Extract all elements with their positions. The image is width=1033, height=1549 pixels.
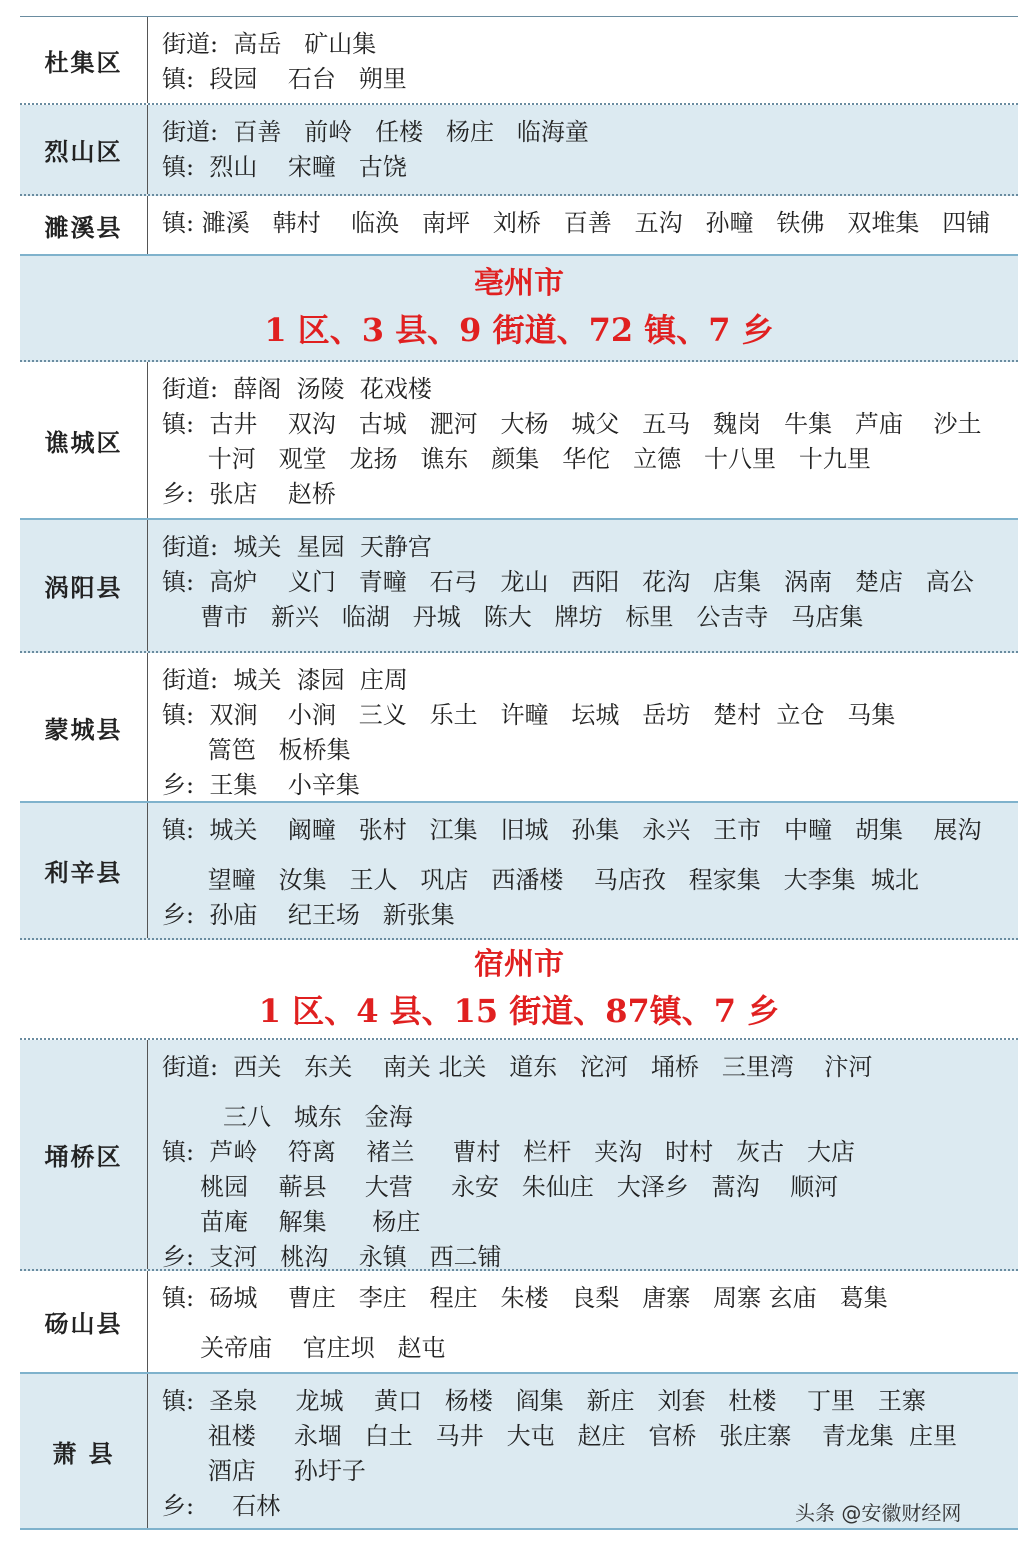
subdivision-line: 镇: 高炉 义门 青疃 石弓 龙山 西阳 花沟 店集 涡南 楚店 高公 xyxy=(162,568,974,596)
district-row xyxy=(20,803,1018,940)
subdivision-line: 乡: 王集 小辛集 xyxy=(162,771,360,799)
division-table xyxy=(20,16,1018,1530)
subdivision-line: 镇: 芦岭 符离 褚兰 曹村 栏杆 夹沟 时村 灰古 大店 xyxy=(162,1138,855,1166)
subdivision-line: 镇: 烈山 宋疃 古饶 xyxy=(162,153,407,181)
city-name: 亳州市 xyxy=(474,266,564,301)
district-name: 萧 县 xyxy=(20,1374,148,1528)
subdivision-line: 镇: 圣泉 龙城 黄口 杨楼 阎集 新庄 刘套 杜楼 丁里 王寨 xyxy=(162,1387,926,1415)
subdivision-line: 十河 观堂 龙扬 谯东 颜集 华佗 立德 十八里 十九里 xyxy=(162,445,871,473)
subdivision-line: 镇: 城关 阚疃 张村 江集 旧城 孙集 永兴 王市 中疃 胡集 展沟 xyxy=(162,816,982,844)
subdivision-line: 街道: 高岳 矿山集 xyxy=(162,30,377,58)
subdivision-line: 曹市 新兴 临湖 丹城 陈大 牌坊 标里 公吉寺 马店集 xyxy=(162,603,864,631)
subdivision-line: 酒店 孙圩子 xyxy=(162,1457,366,1485)
subdivision-line: 乡: 支河 桃沟 永镇 西二铺 xyxy=(162,1243,502,1271)
subdivision-line: 街道: 薛阁 汤陵 花戏楼 xyxy=(162,375,432,403)
watermark: 头条 @安徽财经网 xyxy=(795,1501,962,1525)
subdivision-line xyxy=(162,848,1018,863)
subdivision-line: 街道: 百善 前岭 任楼 杨庄 临海童 xyxy=(162,118,589,146)
district-subdivisions xyxy=(148,1040,1018,1269)
subdivision-line: 关帝庙 官庄坝 赵屯 xyxy=(162,1334,446,1362)
subdivision-line: 镇: 濉溪 韩村 临涣 南坪 刘桥 百善 五沟 孙疃 铁佛 双堆集 四铺 xyxy=(162,209,991,237)
district-name: 谯城区 xyxy=(20,362,148,518)
subdivision-line: 桃园 蕲县 大营 永安 朱仙庄 大泽乡 蒿沟 顺河 xyxy=(162,1173,839,1201)
subdivision-line xyxy=(162,1316,1018,1331)
district-name: 利辛县 xyxy=(20,803,148,938)
district-name: 蒙城县 xyxy=(20,653,148,801)
district-subdivisions xyxy=(148,362,1018,518)
district-subdivisions xyxy=(148,803,1018,938)
district-row xyxy=(20,520,1018,653)
district-row xyxy=(20,105,1018,196)
city-name: 宿州市 xyxy=(474,947,564,982)
district-row xyxy=(20,653,1018,803)
district-row xyxy=(20,1271,1018,1374)
subdivision-line: 街道: 城关 星园 天静宫 xyxy=(162,533,432,561)
district-subdivisions xyxy=(148,105,1018,194)
subdivision-line: 三八 城东 金海 xyxy=(162,1103,413,1131)
district-name: 烈山区 xyxy=(20,105,148,194)
district-subdivisions xyxy=(148,1271,1018,1372)
subdivision-line: 镇: 古井 双沟 古城 淝河 大杨 城父 五马 魏岗 牛集 芦庙 沙土 xyxy=(162,410,982,438)
subdivision-line: 镇: 双涧 小涧 三义 乐土 许疃 坛城 岳坊 楚村 立仓 马集 xyxy=(162,701,896,729)
district-name: 杜集区 xyxy=(20,17,148,103)
subdivision-line xyxy=(162,1085,1018,1100)
subdivision-line: 苗庵 解集 杨庄 xyxy=(162,1208,421,1236)
subdivision-line: 望疃 汝集 王人 巩店 西潘楼 马店孜 程家集 大李集 城北 xyxy=(162,866,919,894)
subdivision-line: 祖楼 永堌 白土 马井 大屯 赵庄 官桥 张庄寨 青龙集 庄里 xyxy=(162,1422,958,1450)
subdivision-line: 街道: 城关 漆园 庄周 xyxy=(162,666,408,694)
district-row xyxy=(20,1040,1018,1271)
city-header-row xyxy=(20,256,1018,362)
city-summary: 1 区、3 县、9 街道、72 镇、7 乡 xyxy=(264,311,774,349)
city-header-row xyxy=(20,940,1018,1040)
district-subdivisions xyxy=(148,520,1018,651)
subdivision-line: 街道: 西关 东关 南关 北关 道东 沱河 埇桥 三里湾 汴河 xyxy=(162,1053,873,1081)
subdivision-line: 乡: 张店 赵桥 xyxy=(162,480,336,508)
district-subdivisions xyxy=(148,653,1018,801)
district-name: 埇桥区 xyxy=(20,1040,148,1269)
district-subdivisions xyxy=(148,196,1018,254)
city-summary: 1 区、4 县、15 街道、87镇、7 乡 xyxy=(258,992,780,1030)
district-row xyxy=(20,196,1018,256)
district-name: 砀山县 xyxy=(20,1271,148,1372)
district-row xyxy=(20,16,1018,105)
district-name: 濉溪县 xyxy=(20,196,148,254)
district-name: 涡阳县 xyxy=(20,520,148,651)
subdivision-line: 篙笆 板桥集 xyxy=(162,736,351,764)
district-row xyxy=(20,362,1018,520)
subdivision-line: 镇: 砀城 曹庄 李庄 程庄 朱楼 良梨 唐寨 周寨 玄庙 葛集 xyxy=(162,1284,888,1312)
district-subdivisions xyxy=(148,17,1018,103)
subdivision-line: 镇: 段园 石台 朔里 xyxy=(162,65,407,93)
subdivision-line: 乡: 孙庙 纪王场 新张集 xyxy=(162,901,455,929)
subdivision-line: 乡: 石林 xyxy=(162,1492,281,1520)
